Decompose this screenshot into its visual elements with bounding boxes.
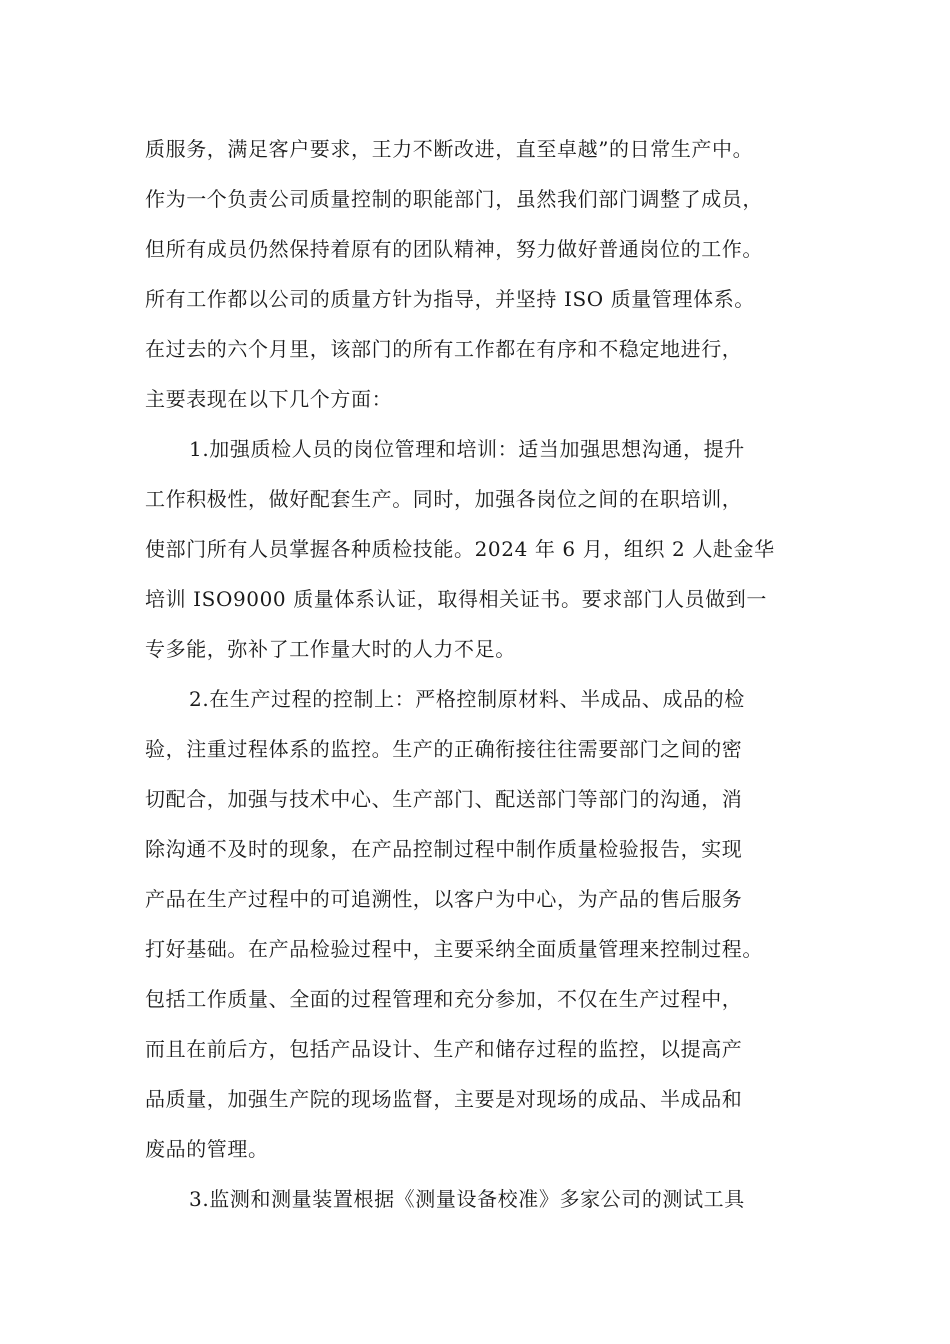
text-line: 产品在生产过程中的可追溯性，以客户为中心，为产品的售后服务 bbox=[145, 887, 743, 911]
text-line: 作为一个负责公司质量控制的职能部门，虽然我们部门调整了成员， bbox=[145, 187, 763, 211]
text-line: 验，注重过程体系的监控。生产的正确衔接往往需要部门之间的密 bbox=[145, 737, 743, 761]
paragraph-1-start: 1.加强质检人员的岗位管理和培训：适当加强思想沟通，提升 bbox=[189, 437, 745, 461]
text-line: 专多能，弥补了工作量大时的人力不足。 bbox=[145, 637, 516, 661]
text-line: 切配合，加强与技术中心、生产部门、配送部门等部门的沟通，消 bbox=[145, 787, 743, 811]
paragraph-2-start: 2.在生产过程的控制上：严格控制原材料、半成品、成品的检 bbox=[189, 687, 745, 711]
text-line: 但所有成员仍然保持着原有的团队精神，努力做好普通岗位的工作。 bbox=[145, 237, 763, 261]
text-line: 除沟通不及时的现象，在产品控制过程中制作质量检验报告，实现 bbox=[145, 837, 743, 861]
text-line: 质服务，满足客户要求，王力不断改进，直至卓越”的日常生产中。 bbox=[145, 137, 754, 161]
text-line: 品质量，加强生产院的现场监督，主要是对现场的成品、半成品和 bbox=[145, 1087, 743, 1111]
text-line: 废品的管理。 bbox=[145, 1137, 269, 1161]
text-line: 所有工作都以公司的质量方针为指导，并坚持 ISO 质量管理体系。 bbox=[145, 287, 755, 311]
text-line: 包括工作质量、全面的过程管理和充分参加，不仅在生产过程中， bbox=[145, 987, 743, 1011]
text-line: 工作积极性，做好配套生产。同时，加强各岗位之间的在职培训， bbox=[145, 487, 743, 511]
text-line: 使部门所有人员掌握各种质检技能。2024 年 6 月，组织 2 人赴金华 bbox=[145, 537, 775, 561]
text-line: 主要表现在以下几个方面： bbox=[145, 387, 393, 411]
text-line: 打好基础。在产品检验过程中，主要采纳全面质量管理来控制过程。 bbox=[145, 937, 763, 961]
text-line: 在过去的六个月里，该部门的所有工作都在有序和不稳定地进行， bbox=[145, 337, 743, 361]
paragraph-3-start: 3.监测和测量装置根据《测量设备校准》多家公司的测试工具 bbox=[189, 1187, 745, 1211]
text-line: 而且在前后方，包括产品设计、生产和储存过程的监控，以提高产 bbox=[145, 1037, 743, 1061]
text-line: 培训 ISO9000 质量体系认证，取得相关证书。要求部门人员做到一 bbox=[145, 587, 768, 611]
